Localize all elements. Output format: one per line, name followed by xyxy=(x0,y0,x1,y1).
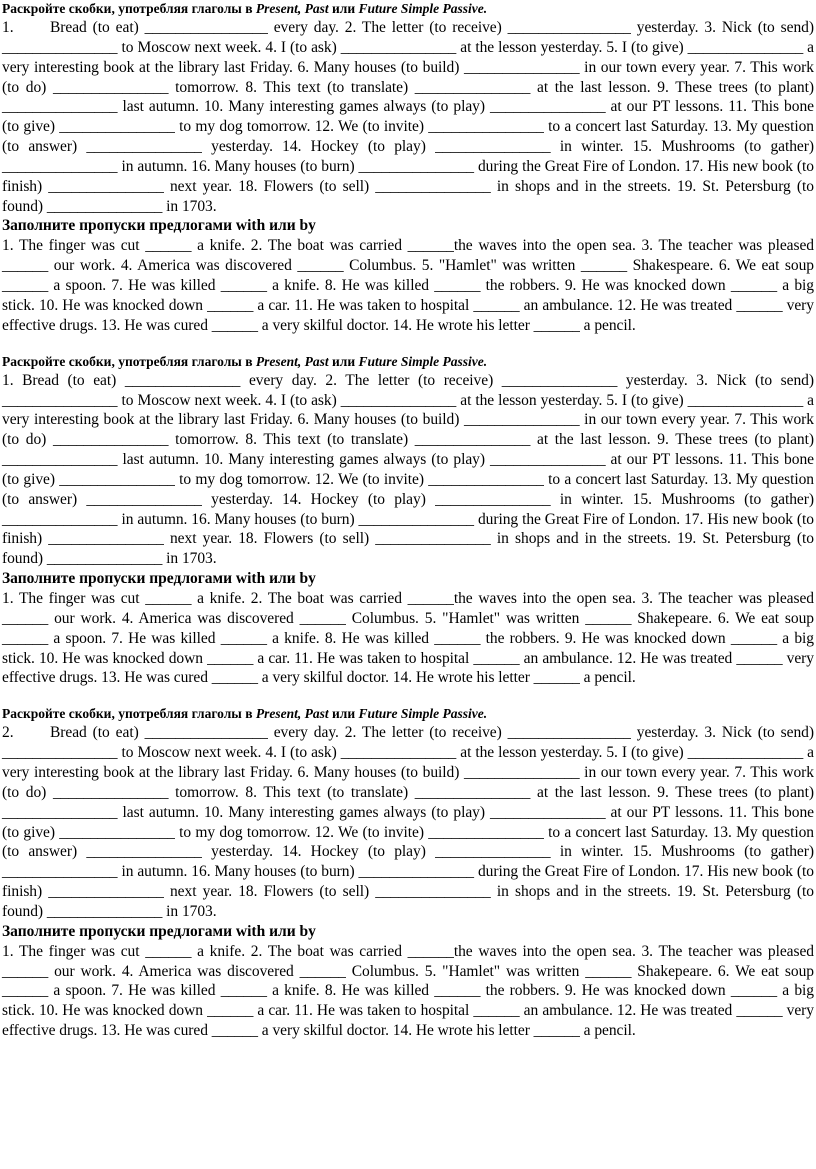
list-number: 1. xyxy=(2,19,14,36)
exercise-block-3 xyxy=(2,705,814,1041)
heading-future: Future Simple Passive. xyxy=(358,706,488,722)
heading-text: Раскройте скобки, употребляя глаголы в xyxy=(2,353,256,369)
heading-future: Future Simple Passive. xyxy=(358,1,488,16)
heading-conjunction: или xyxy=(328,706,359,722)
passive-exercise-heading xyxy=(2,353,814,371)
exercise-sentences: Bread (to eat) ________________ every day. 2. The letter (to receive) ________________ yesterday. 3. Nick (to send) _______________ to Moscow next week. 4. I (to ask) _______________ at the lesson yesterday. 5. I (to give) _______________ a very interesting book at the library last Friday. 6. Many houses (to build) _______________ in our town every year. 7. This work (to do) _______________ tomorrow. 8. This text (to translate) _______________ at the last lesson. 9. These trees (to plant) _______________ last autumn. 10. Many interesting games always (to play) _______________ at our PT lessons. 11. This bone (to give) _______________ to my dog tomorrow. 12. We (to invite) _______________ to a concert last Saturday. 13. My question (to answer) _______________ yesterday. 14. Hockey (to play) _______________ in winter. 15. Mushrooms (to gather) _______________ in autumn. 16. Many houses (to burn) _______________ during the Great Fire of London. 17. His new book (to finish) _______________ next year. 18. Flowers (to sell) _______________ in shops and in the streets. 19. St. Petersburg (to found) _______________ in 1703. xyxy=(2,724,814,920)
prepositions-exercise-text: 1. The finger was cut ______ a knife. 2. The boat was carried ______the waves into the open sea. 3. The teacher was pleased ______ our work. 4. America was discovered ______ Columbus. 5. "Hamlet" was written ______ Shakepeare. 6. We eat soup ______ a spoon. 7. He was killed ______ a knife. 8. He was killed ______ the robbers. 9. He was knocked down ______ a big stick. 10. He was knocked down ______ a car. 11. He was taken to hospital ______ an ambulance. 12. He was treated ______ very effective drugs. 13. He was cured ______ a very skilful doctor. 14. He wrote his letter ______ a pencil. xyxy=(2,942,814,1040)
exercise-block-1 xyxy=(2,0,814,336)
exercise-sentences: Bread (to eat) ________________ every day. 2. The letter (to receive) ________________ yesterday. 3. Nick (to send) _______________ to Moscow next week. 4. I (to ask) _______________ at the lesson yesterday. 5. I (to give) _______________ a very interesting book at the library last Friday. 6. Many houses (to build) _______________ in our town every year. 7. This work (to do) _______________ tomorrow. 8. This text (to translate) _______________ at the last lesson. 9. These trees (to plant) _______________ last autumn. 10. Many interesting games always (to play) _______________ at our PT lessons. 11. This bone (to give) _______________ to my dog tomorrow. 12. We (to invite) _______________ to a concert last Saturday. 13. My question (to answer) _______________ yesterday. 14. Hockey (to play) _______________ in winter. 15. Mushrooms (to gather) _______________ in autumn. 16. Many houses (to burn) _______________ during the Great Fire of London. 17. His new book (to finish) _______________ next year. 18. Flowers (to sell) _______________ in shops and in the streets. 19. St. Petersburg (to found) _______________ in 1703. xyxy=(2,19,814,215)
passive-exercise-heading xyxy=(2,0,814,18)
heading-conjunction: или xyxy=(328,1,359,16)
prepositions-heading: Заполните пропуски предлогами with или by xyxy=(2,570,316,588)
passive-exercise-text xyxy=(2,723,814,921)
passive-exercise-heading xyxy=(2,705,814,723)
block-spacer xyxy=(2,336,814,353)
exercise-block-2 xyxy=(2,353,814,689)
prepositions-exercise-text: 1. The finger was cut ______ a knife. 2. The boat was carried ______the waves into the open sea. 3. The teacher was pleased ______ our work. 4. America was discovered ______ Columbus. 5. "Hamlet" was written ______ Shakespeare. 6. We eat soup ______ a spoon. 7. He was killed ______ a knife. 8. He was killed ______ the robbers. 9. He was knocked down ______ a big stick. 10. He was knocked down ______ a car. 11. He was taken to hospital ______ an ambulance. 12. He was treated ______ very effective drugs. 13. He was cured ______ a very skilful doctor. 14. He wrote his letter ______ a pencil. xyxy=(2,237,814,334)
heading-text: Раскройте скобки, употребляя глаголы в xyxy=(2,706,256,722)
passive-exercise-text: 1. Bread (to eat) _______________ every day. 2. The letter (to receive) _______________ yesterday. 3. Nick (to send) _______________ to Moscow next week. 4. I (to ask) _______________ at the lesson yesterday. 5. I (to give) _______________ a very interesting book at the library last Friday. 6. Many houses (to build) _______________ in our town every year. 7. This work (to do) _______________ tomorrow. 8. This text (to translate) _______________ at the last lesson. 9. These trees (to plant) _______________ last autumn. 10. Many interesting games always (to play) _______________ at our PT lessons. 11. This bone (to give) _______________ to my dog tomorrow. 12. We (to invite) _______________ to a concert last Saturday. 13. My question (to answer) _______________ yesterday. 14. Hockey (to play) _______________ in winter. 15. Mushrooms (to gather) _______________ in autumn. 16. Many houses (to burn) _______________ during the Great Fire of London. 17. His new book (to finish) _______________ next year. 18. Flowers (to sell) _______________ in shops and in the streets. 19. St. Petersburg (to found) _______________ in 1703. xyxy=(2,371,814,568)
prepositions-heading: Заполните пропуски предлогами with или by xyxy=(2,922,316,940)
prepositions-exercise-text: 1. The finger was cut ______ a knife. 2. The boat was carried ______the waves into the open sea. 3. The teacher was pleased ______ our work. 4. America was discovered ______ Columbus. 5. "Hamlet" was written ______ Shakepeare. 6. We eat soup ______ a spoon. 7. He was killed ______ a knife. 8. He was killed ______ the robbers. 9. He was knocked down ______ a big stick. 10. He was knocked down ______ a car. 11. He was taken to hospital ______ an ambulance. 12. He was treated ______ very effective drugs. 13. He was cured ______ a very skilful doctor. 14. He wrote his letter ______ a pencil. xyxy=(2,590,814,687)
prepositions-heading: Заполните пропуски предлогами with или by xyxy=(2,217,316,235)
heading-tenses: Present, Past xyxy=(255,353,329,369)
heading-tenses: Present, Past xyxy=(255,1,329,16)
passive-exercise-text xyxy=(2,18,814,216)
list-number: 2. xyxy=(2,724,14,742)
heading-text: Раскройте скобки, употребляя глаголы в xyxy=(2,1,256,16)
block-spacer xyxy=(2,688,814,705)
heading-future: Future Simple Passive. xyxy=(358,353,488,369)
heading-conjunction: или xyxy=(328,353,359,369)
heading-tenses: Present, Past xyxy=(255,706,329,722)
